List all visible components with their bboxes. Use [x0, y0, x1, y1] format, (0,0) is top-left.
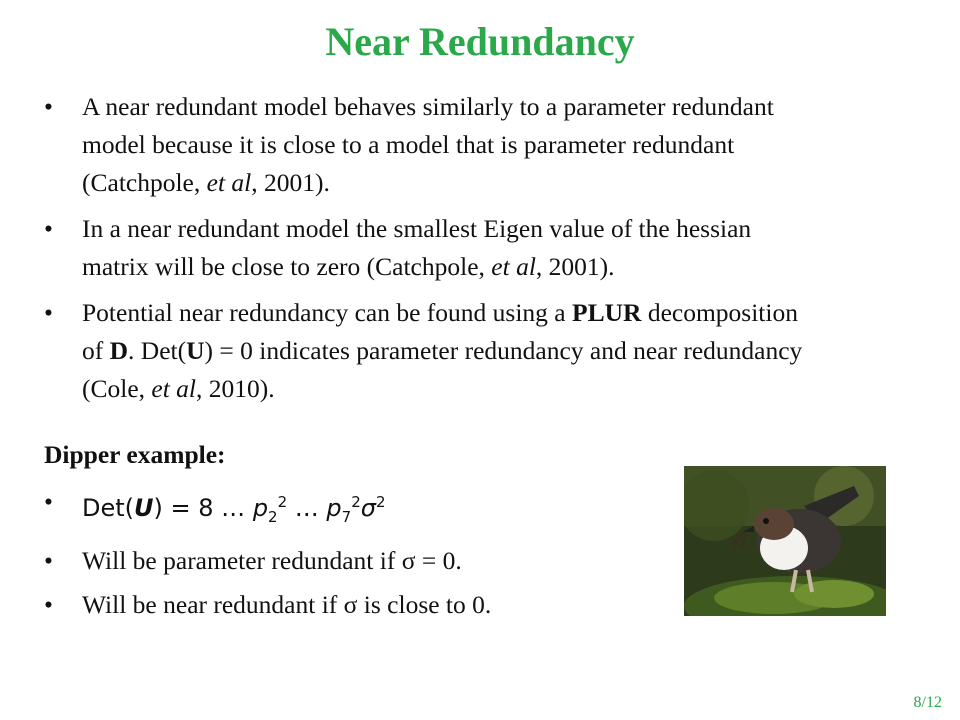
example-heading: Dipper example:	[44, 440, 226, 469]
det-formula: Det(U) = 8 … $p_2^2$ … $p_7^2\sigma^2$	[82, 493, 386, 526]
example-bullet-list	[44, 483, 664, 630]
bullet-dot: •	[44, 92, 53, 121]
bullet-item: • Will be near redundant if σ is close to 0.	[44, 586, 664, 624]
bullet-dot: •	[44, 589, 53, 619]
bullet-dot: •	[44, 545, 53, 575]
bullet-item: • Will be parameter redundant if σ = 0.	[44, 542, 664, 580]
dipper-bird-image	[684, 466, 886, 616]
page-number: 8/12	[913, 694, 942, 711]
main-bullet-list	[44, 88, 824, 416]
formula-item	[44, 483, 664, 536]
bullet-item: • Potential near redundancy can be found using a PLUR decomposition of D. Det(U) = 0 indicates parameter redundancy and near redundancy (Cole, et al, 2010).	[44, 294, 824, 408]
bullet-dot: •	[44, 214, 53, 243]
bullet-item: • In a near redundant model the smallest Eigen value of the hessian matrix will be close to zero (Catchpole, et al, 2001).	[44, 210, 824, 286]
slide-title: Near Redundancy	[325, 19, 635, 64]
bullet-dot: •	[44, 487, 53, 516]
bullet-item: • A near redundant model behaves similarly to a parameter redundant model because it is close to a model that is parameter redundant (Catchpole, et al, 2001).	[44, 88, 824, 202]
bullet-dot: •	[44, 298, 53, 327]
